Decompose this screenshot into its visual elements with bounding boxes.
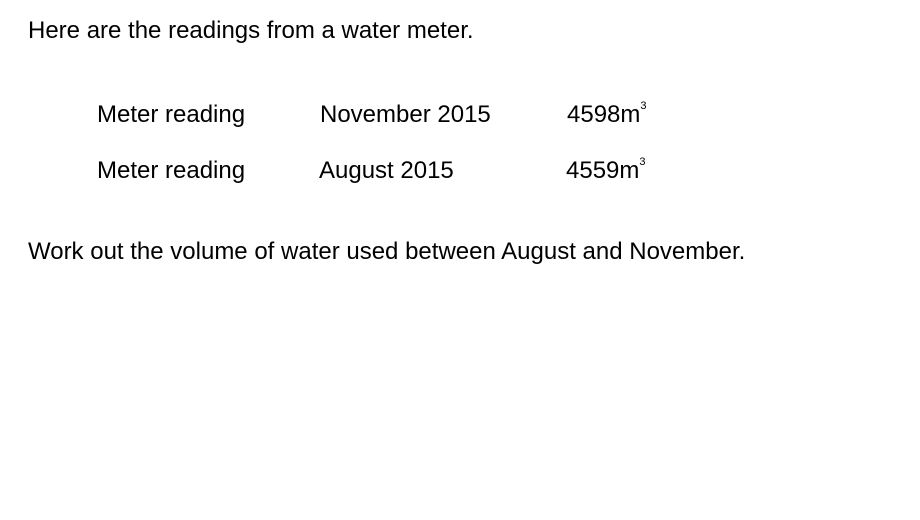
question-text: Work out the volume of water used between August and November. (28, 238, 746, 265)
reading-value (567, 101, 647, 129)
reading-value (566, 157, 646, 185)
meter-reading-row (0, 157, 920, 185)
reading-number: 4559 (566, 157, 620, 184)
reading-date: November 2015 (320, 101, 491, 128)
reading-unit-power: 3 (640, 100, 647, 112)
reading-unit: m (619, 157, 640, 184)
reading-unit: m (620, 101, 641, 128)
reading-label: Meter reading (97, 157, 246, 184)
reading-number: 4598 (567, 101, 621, 128)
reading-date: August 2015 (319, 157, 454, 184)
reading-label: Meter reading (97, 101, 246, 128)
intro-text: Here are the readings from a water meter. (28, 17, 474, 44)
reading-unit-power: 3 (639, 156, 646, 168)
meter-reading-row (0, 101, 920, 129)
